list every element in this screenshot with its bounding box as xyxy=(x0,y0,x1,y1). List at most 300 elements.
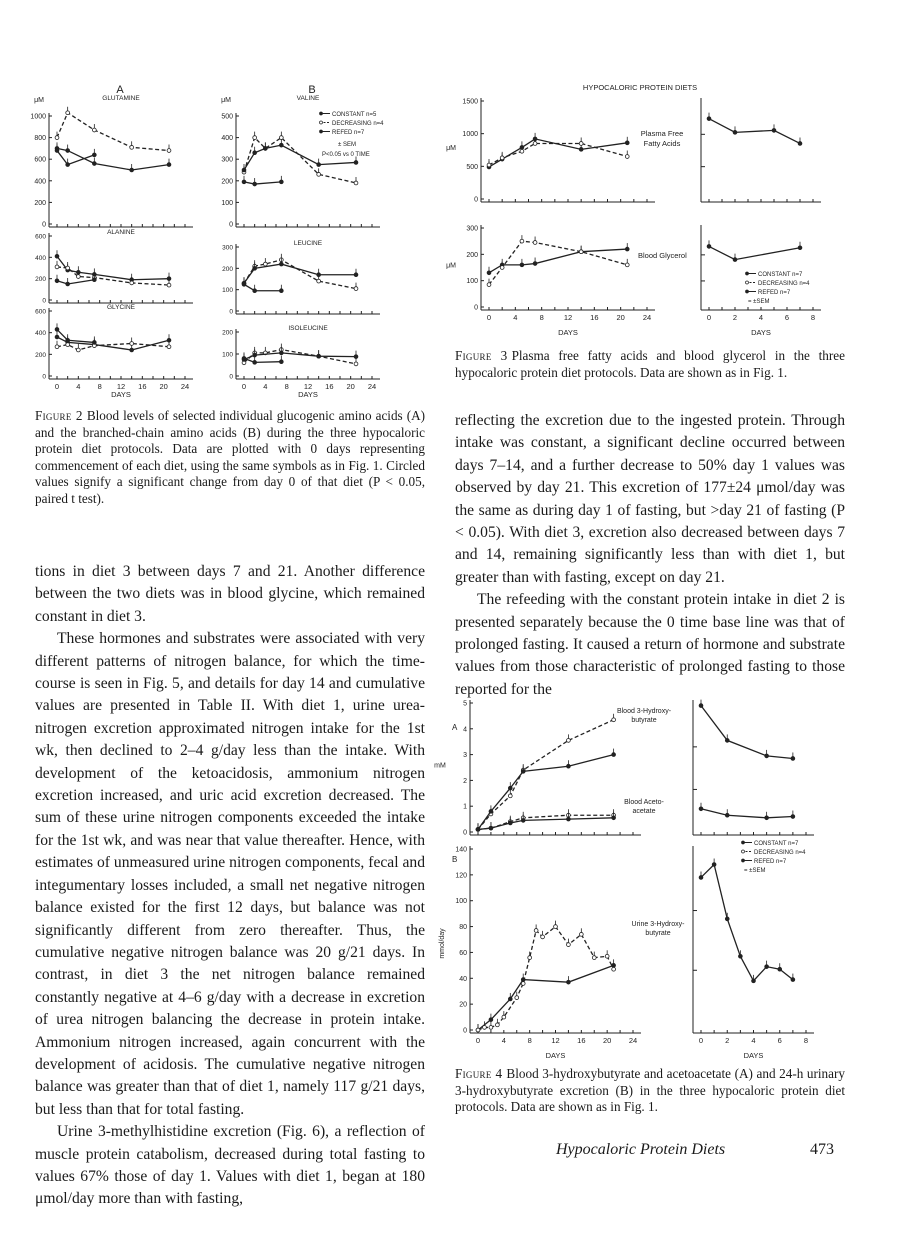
data-point xyxy=(66,149,70,153)
data-point xyxy=(612,967,616,971)
data-point xyxy=(495,1023,499,1027)
data-point xyxy=(279,136,283,140)
x-tick-label: 4 xyxy=(513,313,518,322)
data-point xyxy=(55,328,59,332)
y-tick-label: 300 xyxy=(466,225,478,233)
data-point xyxy=(242,180,246,184)
series-line-refed xyxy=(709,246,800,259)
data-point xyxy=(167,283,171,287)
y-tick-label: 100 xyxy=(221,199,233,207)
series-line-constant-acetoacetate xyxy=(478,818,614,830)
y-tick-label: 200 xyxy=(34,199,46,207)
data-point xyxy=(354,181,358,185)
data-point xyxy=(66,338,70,342)
x-tick-label: 20 xyxy=(602,1036,612,1045)
y-axis-unit: mM xyxy=(434,762,446,770)
data-point xyxy=(612,718,616,722)
figure-3-label: Figure 3 xyxy=(455,348,508,363)
data-point xyxy=(625,155,629,159)
figure-2-legend-entry: CONSTANT n=5 xyxy=(332,112,377,118)
legend-marker xyxy=(742,850,745,853)
figure-4-legend-entry: CONSTANT n=7 xyxy=(754,841,799,847)
data-point xyxy=(725,739,729,743)
y-tick-label: 80 xyxy=(459,924,467,932)
x-axis-label: DAYS xyxy=(545,1051,566,1060)
y-tick-label: 400 xyxy=(34,178,46,186)
data-point xyxy=(554,925,558,929)
data-point xyxy=(483,1026,487,1030)
data-point xyxy=(253,266,257,270)
paragraph: Urine 3-methylhistidine excretion (Fig. 6), a reflection of muscle protein catabolism, decreased during total fasting to values 67% those of day 1. Values with diet 1, began at 180 μmol/day more than with fasting, xyxy=(35,1123,425,1208)
series-line-refed-acetoacetate xyxy=(701,809,793,818)
x-tick-label: 16 xyxy=(577,1036,586,1045)
figure-2-caption-text: Blood levels of selected individual glucogenic amino acids (A) and the branched-chain amino acids (B) during the three hypocaloric protein diet protocols. Data are plotted with 0 days representing commencement of each diet, using the same symbols as in Fig. 1. Circled values signify a significant change from day 0 of that diet (P < 0.05, paired t test). xyxy=(35,408,425,506)
data-point xyxy=(253,360,257,364)
x-tick-label: 16 xyxy=(138,382,147,391)
figure-3-legend-sem: = ±SEM xyxy=(748,299,770,305)
x-tick-label: 24 xyxy=(628,1036,638,1045)
data-point xyxy=(242,168,246,172)
data-point xyxy=(791,978,795,982)
data-point xyxy=(476,1028,480,1032)
data-point xyxy=(533,241,537,245)
data-point xyxy=(317,279,321,283)
y-tick-label: 100 xyxy=(222,351,233,359)
data-point xyxy=(92,341,96,345)
data-point xyxy=(798,142,802,146)
x-tick-label: 16 xyxy=(590,313,599,322)
data-point xyxy=(725,917,729,921)
x-tick-label: 24 xyxy=(642,313,652,322)
data-point xyxy=(500,266,504,270)
data-point xyxy=(579,932,583,936)
data-point xyxy=(500,156,504,160)
x-tick-label: 16 xyxy=(325,382,334,391)
annotation-blood-acac: acetate xyxy=(632,808,656,815)
x-tick-label: 8 xyxy=(803,1036,809,1045)
y-tick-label: 200 xyxy=(222,265,233,273)
data-point xyxy=(791,757,795,761)
series-line-refed xyxy=(57,151,94,165)
data-point xyxy=(263,262,267,266)
data-point xyxy=(354,161,358,165)
figure-4-label: Figure 4 xyxy=(455,1066,503,1081)
panel-title: ISOLEUCINE xyxy=(288,325,328,332)
figure-4-legend-entry: DECREASING n=4 xyxy=(754,850,806,856)
data-point xyxy=(55,254,59,258)
y-axis-unit: μM xyxy=(221,97,231,104)
y-tick-label: 1 xyxy=(463,803,467,811)
data-point xyxy=(279,289,283,293)
y-tick-label: 200 xyxy=(35,351,46,359)
y-tick-label: 400 xyxy=(221,135,233,143)
annotation-plasma-ffa: Fatty Acids xyxy=(643,139,681,148)
paragraph: The refeeding with the constant protein intake in diet 2 is presented separately because the 0 time base line was that of prolonged fasting. It caused a return of hormone and substrate values from those characteristic of prolonged fasting to those reported for the xyxy=(455,591,845,698)
figure-2-legend-significance: P<0.05 vs 0 TIME xyxy=(322,152,370,158)
data-point xyxy=(791,815,795,819)
y-tick-label: 1000 xyxy=(462,131,478,139)
figure-4-chart xyxy=(434,690,850,1065)
y-tick-label: 600 xyxy=(35,308,46,316)
right-column-text xyxy=(455,410,845,701)
data-point xyxy=(253,151,257,155)
series-line-decreasing-acetoacetate xyxy=(478,815,614,829)
x-tick-label: 4 xyxy=(751,1036,756,1045)
figure-3-caption-text: Plasma free fatty acids and blood glycerol in the three hypocaloric protein diet protocols. Data are shown as in Fig. 1. xyxy=(455,348,846,380)
y-tick-label: 0 xyxy=(229,221,233,229)
panel-letter-a: A xyxy=(452,723,458,732)
data-point xyxy=(92,278,96,282)
data-point xyxy=(487,283,491,287)
y-tick-label: 100 xyxy=(466,278,478,286)
data-point xyxy=(167,149,171,153)
data-point xyxy=(765,754,769,758)
annotation-blood-bhb: Blood 3-Hydroxy- xyxy=(616,708,672,715)
y-tick-label: 300 xyxy=(221,156,233,164)
y-tick-label: 800 xyxy=(34,135,46,143)
panel-title: VALINE xyxy=(296,95,320,102)
data-point xyxy=(55,136,59,140)
x-tick-label: 6 xyxy=(784,313,790,322)
y-tick-label: 200 xyxy=(466,251,478,259)
legend-marker xyxy=(746,281,749,284)
data-point xyxy=(508,786,512,790)
data-point xyxy=(520,263,524,267)
y-tick-label: 0 xyxy=(474,196,478,204)
data-point xyxy=(279,360,283,364)
figure-4-legend-sem: = ±SEM xyxy=(744,868,766,874)
data-point xyxy=(625,263,629,267)
x-tick-label: 0 xyxy=(698,1036,704,1045)
data-point xyxy=(765,965,769,969)
legend-marker xyxy=(742,859,745,862)
data-point xyxy=(66,282,70,286)
legend-marker xyxy=(320,121,323,124)
y-tick-label: 0 xyxy=(42,297,46,305)
data-point xyxy=(354,355,358,359)
x-tick-label: 0 xyxy=(706,313,712,322)
data-point xyxy=(55,265,59,269)
data-point xyxy=(317,163,321,167)
data-point xyxy=(521,769,525,773)
data-point xyxy=(699,704,703,708)
series-line-constant xyxy=(244,264,356,283)
data-point xyxy=(567,980,571,984)
panel-title: LEUCINE xyxy=(293,240,323,247)
y-tick-label: 40 xyxy=(459,975,467,983)
data-point xyxy=(534,929,538,933)
x-tick-label: 2 xyxy=(732,313,738,322)
annotation-blood-glycerol: Blood Glycerol xyxy=(638,251,687,260)
data-point xyxy=(55,345,59,349)
figure-3-legend-entry: DECREASING n=4 xyxy=(758,281,810,287)
data-point xyxy=(476,828,480,832)
data-point xyxy=(592,956,596,960)
data-point xyxy=(55,335,59,339)
y-tick-label: 400 xyxy=(35,330,46,338)
series-line-decreasing-3-hydroxybutyrate xyxy=(478,720,614,830)
data-point xyxy=(317,172,321,176)
data-point xyxy=(772,129,776,133)
left-column-text xyxy=(35,561,425,1211)
series-line-refed-3-hydroxybutyrate xyxy=(701,706,793,759)
series-line-refed xyxy=(244,182,281,184)
series-line-constant xyxy=(57,337,169,350)
x-axis-label: DAYS xyxy=(298,390,318,399)
data-point xyxy=(253,289,257,293)
data-point xyxy=(707,245,711,249)
panel-title: ALANINE xyxy=(107,229,135,236)
data-point xyxy=(752,979,756,983)
figure-2-chart xyxy=(20,80,420,400)
panel-letter-a: A xyxy=(116,84,124,96)
data-point xyxy=(508,997,512,1001)
y-tick-label: 0 xyxy=(42,373,46,381)
data-point xyxy=(508,794,512,798)
x-axis-label: DAYS xyxy=(751,328,771,337)
y-tick-label: 600 xyxy=(35,233,46,241)
y-tick-label: 600 xyxy=(34,156,46,164)
x-tick-label: 20 xyxy=(346,382,355,391)
data-point xyxy=(354,273,358,277)
data-point xyxy=(354,287,358,291)
y-tick-label: 500 xyxy=(221,113,233,121)
data-point xyxy=(76,275,80,279)
data-point xyxy=(521,982,525,986)
series-line-constant xyxy=(57,148,169,170)
panel-title: GLUTAMINE xyxy=(102,95,140,102)
data-point xyxy=(707,117,711,121)
series-line-decreasing xyxy=(57,267,169,285)
y-tick-label: 100 xyxy=(222,287,233,295)
series-line-constant xyxy=(244,353,356,360)
legend-marker xyxy=(742,841,745,844)
paragraph: These hormones and substrates were associated with very different patterns of nitrogen balance, for which the time-course is seen in Fig. 5, and details for day 14 and cumulative values are presented in Table II. With diet 1, urine urea-nitrogen excretion approximated nitrogen intake for the 1st wk, then declined to 2–4 g/day less than the intake. With development of the ketoacidosis, ammonium nitrogen excretion increased, and uric acid excretion decreased. The sum of these urine nitrogen components exceeded the intake for the 1st wk, and was near that value thereafter. Hence, with estimates of unmeasured urine nitrogen components, fecal and integumentary losses included, a small net negative nitrogen balance existed for the first 12 days, but balance was not significantly different from zero thereafter. Thus, the cumulative negative nitrogen balance was 20 g/21 days. In contrast, in diet 3 the net nitrogen balance remained constantly negative at 4–6 g/day with a decrease in excretion of urea nitrogen balancing the decrease in protein intake. Ammonium nitrogen increased, again concurrent with the development of acidosis. The cumulative negative nitrogen balance was greater than that of diet 1, namely 117 g/21 days, but less than that for total fasting. xyxy=(35,630,425,1118)
y-axis-unit: mmol/day xyxy=(439,928,446,959)
data-point xyxy=(242,357,246,361)
data-point xyxy=(567,817,571,821)
y-tick-label: 5 xyxy=(463,700,467,708)
data-point xyxy=(487,271,491,275)
panel-title: GLYCINE xyxy=(106,304,136,311)
y-tick-label: 200 xyxy=(221,178,233,186)
figure-3-chart xyxy=(440,80,850,345)
data-point xyxy=(92,162,96,166)
data-point xyxy=(279,143,283,147)
annotation-blood-acac: Blood Aceto- xyxy=(624,799,664,806)
legend-marker xyxy=(746,290,749,293)
figure-3-legend-entry: CONSTANT n=7 xyxy=(758,272,803,278)
y-tick-label: 200 xyxy=(222,329,233,337)
y-tick-label: 0 xyxy=(229,308,233,316)
data-point xyxy=(625,141,629,145)
data-point xyxy=(520,239,524,243)
panel-letter-b: B xyxy=(452,855,458,864)
y-tick-label: 200 xyxy=(35,276,46,284)
data-point xyxy=(612,753,616,757)
x-tick-label: 4 xyxy=(263,382,268,391)
x-axis-label: DAYS xyxy=(743,1051,764,1060)
series-line-decreasing xyxy=(478,927,614,1030)
data-point xyxy=(521,818,525,822)
data-point xyxy=(502,1015,506,1019)
data-point xyxy=(242,282,246,286)
figure-2-label: Figure 2 xyxy=(35,408,83,423)
data-point xyxy=(66,343,70,347)
data-point xyxy=(699,807,703,811)
legend-marker xyxy=(320,130,323,133)
y-tick-label: 400 xyxy=(35,254,46,262)
x-tick-label: 12 xyxy=(563,313,573,322)
series-line-refed xyxy=(701,865,793,981)
data-point xyxy=(253,136,257,140)
data-point xyxy=(167,345,171,349)
data-point xyxy=(130,342,134,346)
data-point xyxy=(263,147,267,151)
data-point xyxy=(567,764,571,768)
data-point xyxy=(66,266,70,270)
figure-3-legend-entry: REFED n=7 xyxy=(758,290,791,296)
data-point xyxy=(92,153,96,157)
data-point xyxy=(733,130,737,134)
x-tick-label: 8 xyxy=(97,382,102,391)
data-point xyxy=(725,813,729,817)
x-tick-label: 24 xyxy=(180,382,190,391)
data-point xyxy=(317,273,321,277)
y-tick-label: 0 xyxy=(463,1027,467,1035)
x-tick-label: 20 xyxy=(159,382,168,391)
data-point xyxy=(579,250,583,254)
x-tick-label: 8 xyxy=(810,313,816,322)
data-point xyxy=(733,258,737,262)
y-tick-label: 0 xyxy=(463,829,467,837)
data-point xyxy=(612,816,616,820)
data-point xyxy=(798,246,802,250)
data-point xyxy=(515,996,519,1000)
y-axis-unit: μM xyxy=(446,262,456,270)
running-title: Hypocaloric Protein Diets xyxy=(556,1141,726,1158)
data-point xyxy=(489,809,493,813)
data-point xyxy=(712,863,716,867)
paragraph: reflecting the excretion due to the ingested protein. Through intake was constant, a significant decline occurred between days 7–14, and a further decrease to 50% day 1 values was observed by day 21. This excretion of 177±24 μmol/day was the same as during day 1 of fasting, but >day 21 of fasting (P < 0.05). With diet 3, excretion also decreased between days 7 and 14, remaining significantly less than with diet 1, but greater than with fasting, except on day 21. xyxy=(455,412,845,586)
y-tick-label: 500 xyxy=(466,163,478,171)
series-line-constant xyxy=(489,249,627,273)
data-point xyxy=(55,279,59,283)
page-number: 473 xyxy=(810,1141,834,1158)
figure-2-legend-sem: ± SEM xyxy=(338,142,356,148)
data-point xyxy=(279,351,283,355)
series-line-decreasing xyxy=(57,113,169,151)
figure-2-caption xyxy=(35,408,425,508)
data-point xyxy=(66,111,70,115)
data-point xyxy=(354,362,358,366)
figure-3-caption xyxy=(455,348,845,381)
x-tick-label: 8 xyxy=(284,382,289,391)
figure-2-legend-entry: DECREASING n=4 xyxy=(332,121,384,127)
data-point xyxy=(130,145,134,149)
x-tick-label: 4 xyxy=(76,382,81,391)
paragraph: tions in diet 3 between days 7 and 21. Another difference between the two diets was in blood glycine, which remained constant in diet 3. xyxy=(35,563,425,625)
data-point xyxy=(130,168,134,172)
data-point xyxy=(625,247,629,251)
figure-2-legend-entry: REFED n=7 xyxy=(332,130,365,136)
series-line-constant xyxy=(478,965,614,1030)
data-point xyxy=(489,1026,493,1030)
data-point xyxy=(508,821,512,825)
data-point xyxy=(130,281,134,285)
data-point xyxy=(279,180,283,184)
x-tick-label: 6 xyxy=(777,1036,782,1045)
x-tick-label: 12 xyxy=(116,382,126,391)
series-line-refed xyxy=(57,280,94,284)
legend-marker xyxy=(320,112,323,115)
x-tick-label: 20 xyxy=(616,313,625,322)
y-axis-unit: μM xyxy=(34,97,44,104)
y-tick-label: 1500 xyxy=(462,98,478,106)
figure-4-caption xyxy=(455,1066,845,1116)
x-tick-label: 0 xyxy=(54,382,60,391)
data-point xyxy=(130,348,134,352)
x-tick-label: 0 xyxy=(475,1036,481,1045)
data-point xyxy=(579,142,583,146)
y-tick-label: 300 xyxy=(222,244,233,252)
data-point xyxy=(489,1018,493,1022)
y-tick-label: 0 xyxy=(42,221,46,229)
data-point xyxy=(92,128,96,132)
figure-4-legend-entry: REFED n=7 xyxy=(754,859,787,865)
series-line-constant xyxy=(57,256,169,279)
y-tick-label: 20 xyxy=(459,1001,467,1009)
data-point xyxy=(533,262,537,266)
series-line-refed xyxy=(244,284,281,290)
y-tick-label: 0 xyxy=(229,373,233,381)
data-point xyxy=(317,354,321,358)
x-tick-label: 12 xyxy=(551,1036,560,1045)
annotation-plasma-ffa: Plasma Free xyxy=(640,129,684,138)
y-tick-label: 140 xyxy=(455,846,467,854)
y-tick-label: 1000 xyxy=(30,113,46,121)
y-axis-unit: μM xyxy=(446,145,456,152)
annotation-urine-bhb: butyrate xyxy=(645,930,671,937)
annotation-urine-bhb: Urine 3-Hydroxy- xyxy=(631,921,685,928)
annotation-blood-bhb: butyrate xyxy=(631,717,657,724)
x-tick-label: 8 xyxy=(527,1036,532,1045)
panel-letter-b: B xyxy=(308,84,316,96)
legend-marker xyxy=(746,272,749,275)
data-point xyxy=(765,816,769,820)
data-point xyxy=(738,954,742,958)
figure-3-title: HYPOCALORIC PROTEIN DIETS xyxy=(582,83,698,92)
data-point xyxy=(76,348,80,352)
data-point xyxy=(533,142,537,146)
data-point xyxy=(567,739,571,743)
x-tick-label: 8 xyxy=(539,313,544,322)
series-line-decreasing xyxy=(489,241,627,284)
data-point xyxy=(253,182,257,186)
y-tick-label: 120 xyxy=(455,872,467,880)
data-point xyxy=(489,826,493,830)
series-line-refed xyxy=(709,119,800,144)
data-point xyxy=(66,163,70,167)
x-tick-label: 4 xyxy=(758,313,764,322)
x-tick-label: 2 xyxy=(725,1036,730,1045)
data-point xyxy=(55,149,59,153)
data-point xyxy=(699,876,703,880)
x-tick-label: 4 xyxy=(501,1036,506,1045)
data-point xyxy=(528,956,532,960)
data-point xyxy=(605,954,609,958)
y-tick-label: 100 xyxy=(455,898,467,906)
